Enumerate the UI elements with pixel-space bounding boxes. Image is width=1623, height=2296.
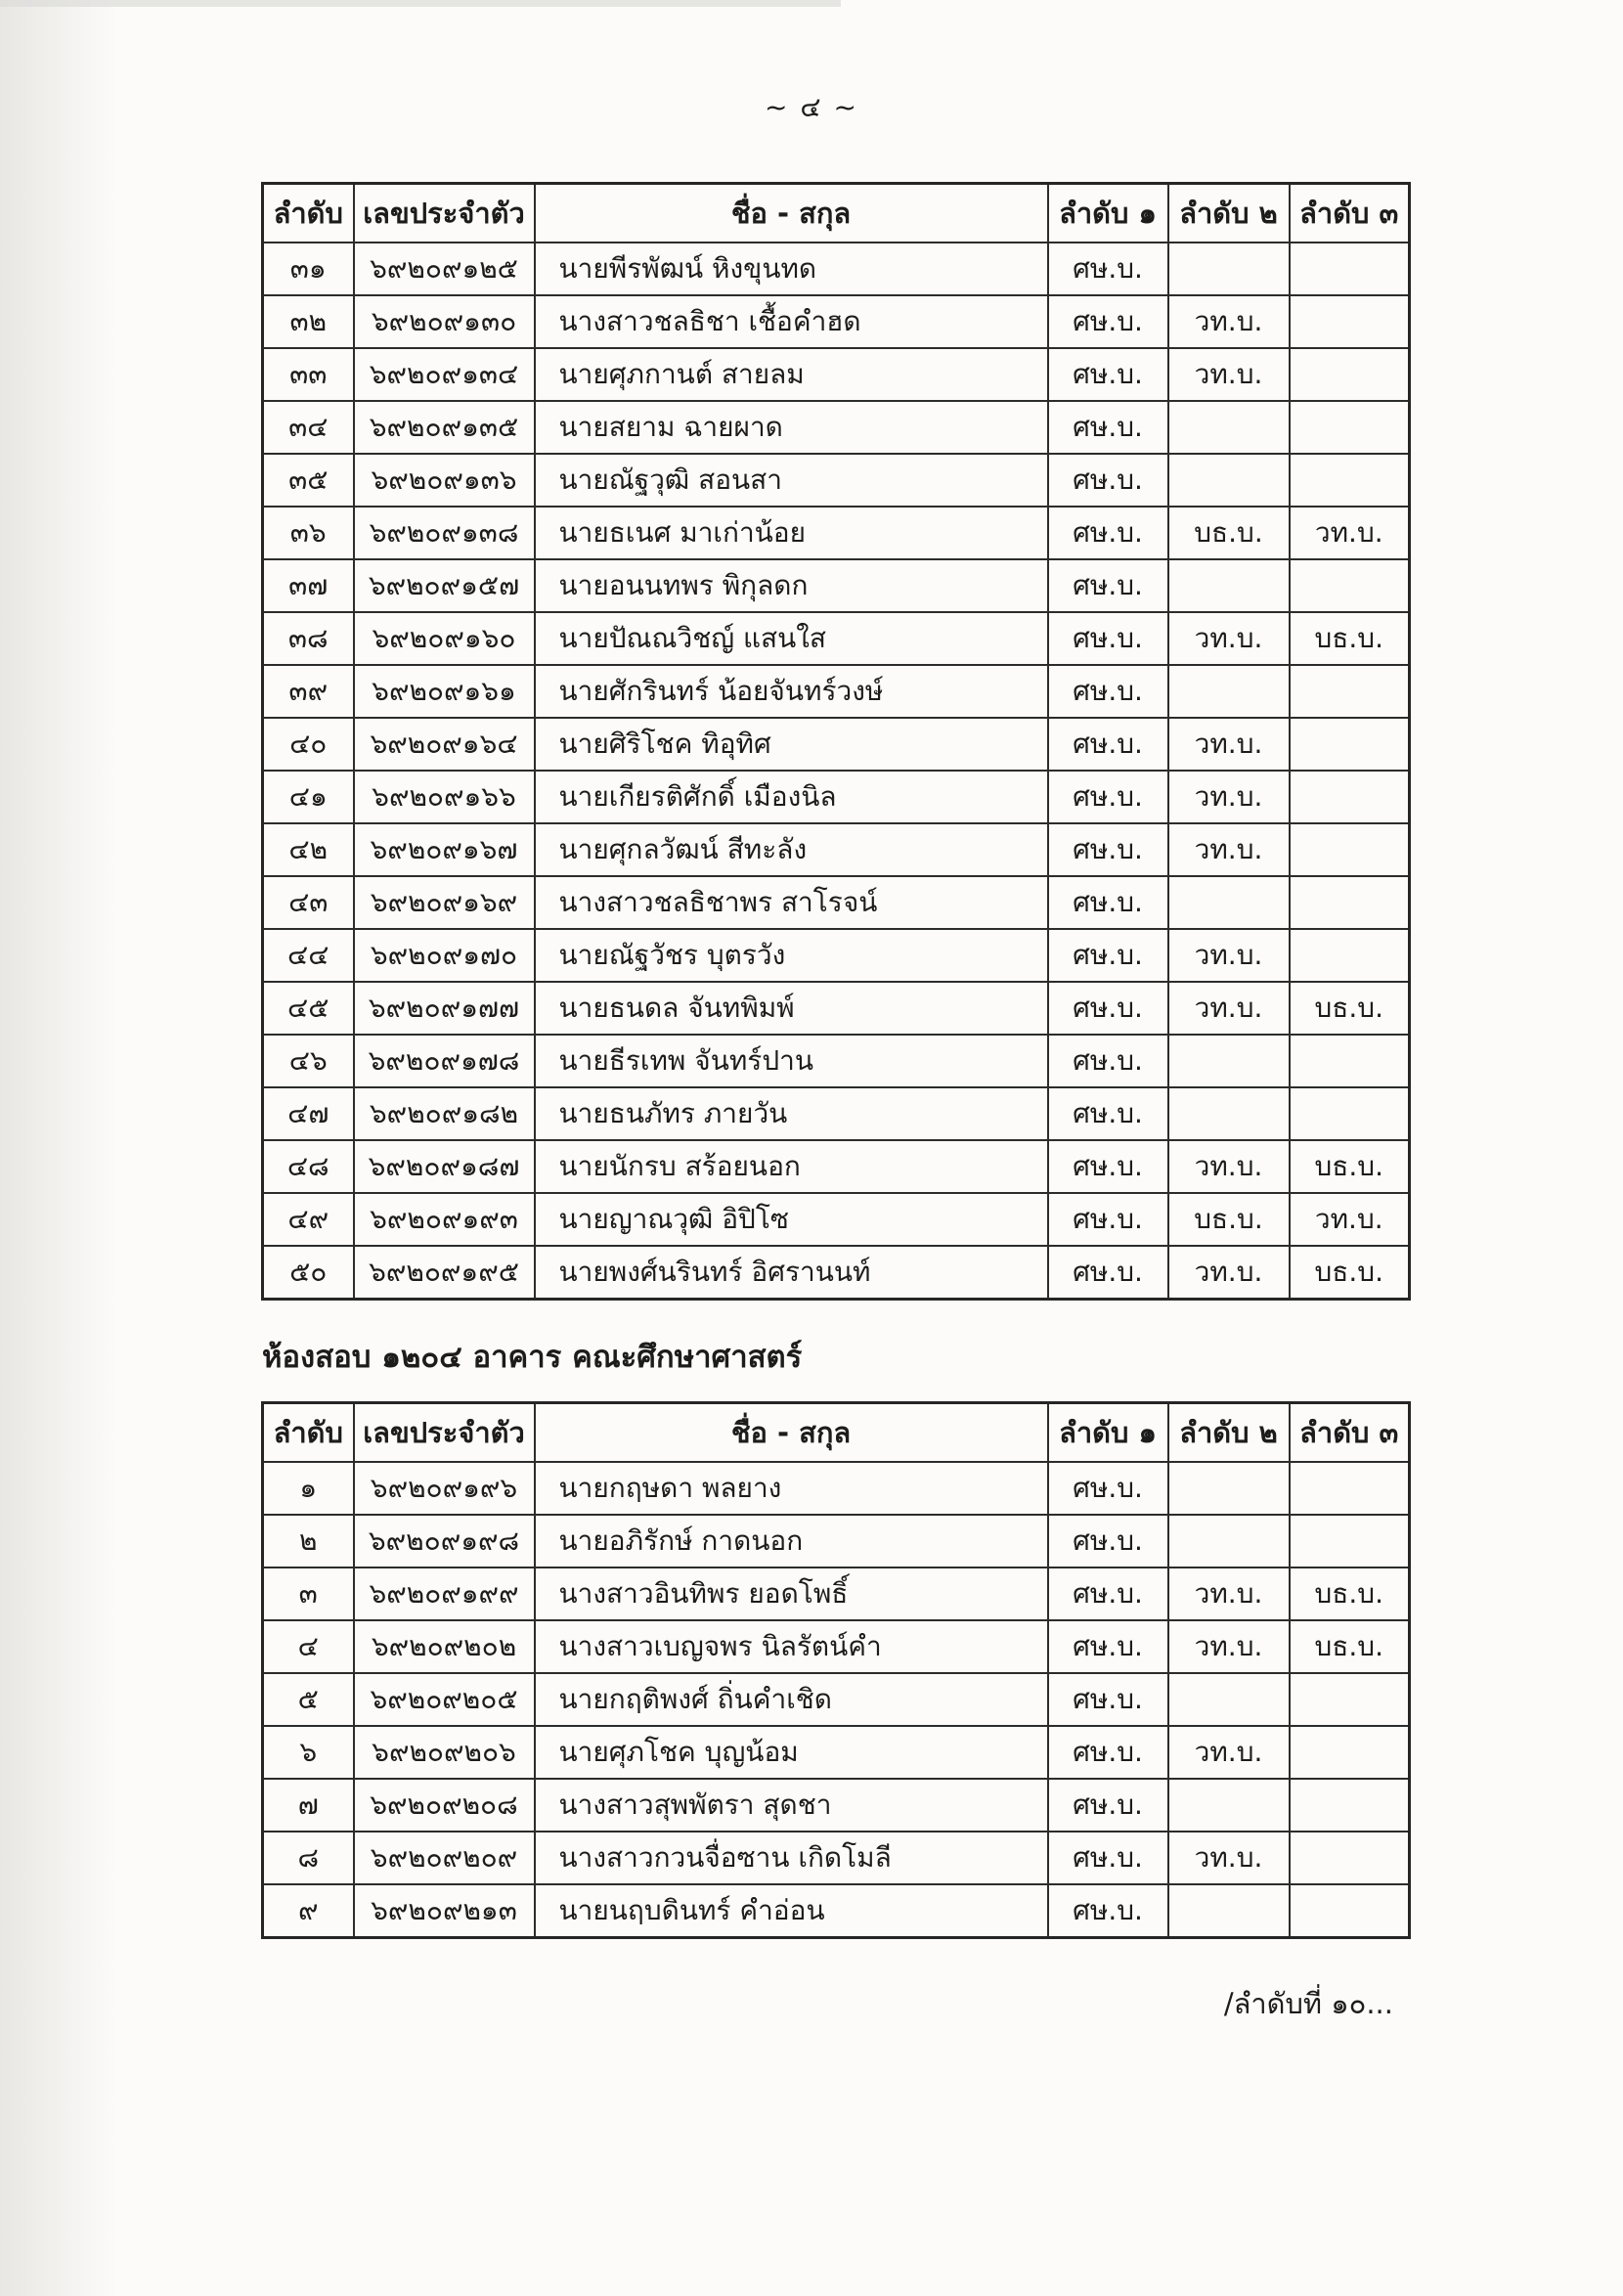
choice-3-cell	[1290, 718, 1410, 771]
choice-2-cell: วท.บ.	[1168, 771, 1290, 823]
choice-2-cell: วท.บ.	[1168, 823, 1290, 876]
table-row	[263, 929, 1410, 982]
name-cell: นายอภิรักษ์ กาดนอก	[535, 1515, 1048, 1567]
choice-3-cell	[1290, 823, 1410, 876]
choice-1-cell: ศษ.บ.	[1048, 771, 1168, 823]
name-cell: นายสยาม ฉายผาด	[535, 401, 1048, 454]
table-row	[263, 718, 1410, 771]
choice-3-cell: วท.บ.	[1290, 1193, 1410, 1246]
name-cell: นายปัณณวิชญ์ แสนใส	[535, 612, 1048, 665]
seq-cell: ๓๘	[263, 612, 354, 665]
choice-2-cell: วท.บ.	[1168, 982, 1290, 1035]
name-cell: นายพีรพัฒน์ หิงขุนทด	[535, 243, 1048, 295]
choice-3-cell	[1290, 454, 1410, 507]
choice-3-cell: บธ.บ.	[1290, 982, 1410, 1035]
seq-cell: ๓๔	[263, 401, 354, 454]
choice-1-cell: ศษ.บ.	[1048, 1087, 1168, 1140]
student-id-cell: ๖๙๒๐๙๒๐๖	[354, 1726, 535, 1779]
table-row	[263, 1140, 1410, 1193]
seq-cell: ๔๙	[263, 1193, 354, 1246]
student-id-cell: ๖๙๒๐๙๑๘๗	[354, 1140, 535, 1193]
choice-2-cell	[1168, 1035, 1290, 1087]
student-id-cell: ๖๙๒๐๙๑๖๐	[354, 612, 535, 665]
choice-2-cell	[1168, 243, 1290, 295]
choice-2-cell	[1168, 1673, 1290, 1726]
seq-cell: ๓๙	[263, 665, 354, 718]
scan-artifact-left	[0, 0, 137, 2296]
seq-cell: ๓๕	[263, 454, 354, 507]
name-cell: นางสาวอินทิพร ยอดโพธิ์	[535, 1567, 1048, 1620]
seq-cell: ๔๑	[263, 771, 354, 823]
choice-1-cell: ศษ.บ.	[1048, 243, 1168, 295]
student-id-cell: ๖๙๒๐๙๑๖๖	[354, 771, 535, 823]
choice-1-cell: ศษ.บ.	[1048, 1035, 1168, 1087]
column-header: ลำดับ	[263, 1403, 354, 1463]
header-row	[263, 184, 1410, 243]
column-header: ลำดับ	[263, 184, 354, 243]
student-id-cell: ๖๙๒๐๙๑๙๖	[354, 1462, 535, 1515]
student-id-cell: ๖๙๒๐๙๑๗๐	[354, 929, 535, 982]
choice-2-cell	[1168, 559, 1290, 612]
seq-cell: ๔๕	[263, 982, 354, 1035]
seq-cell: ๘	[263, 1832, 354, 1884]
seq-cell: ๔๐	[263, 718, 354, 771]
choice-1-cell: ศษ.บ.	[1048, 718, 1168, 771]
choice-1-cell: ศษ.บ.	[1048, 1462, 1168, 1515]
table-row	[263, 243, 1410, 295]
choice-1-cell: ศษ.บ.	[1048, 401, 1168, 454]
continuation-note: /ลำดับที่ ๑๐...	[1223, 1987, 1393, 2020]
table-row	[263, 295, 1410, 348]
choice-2-cell: วท.บ.	[1168, 612, 1290, 665]
name-cell: นายญาณวุฒิ อิปิโซ	[535, 1193, 1048, 1246]
scan-artifact-top	[0, 0, 841, 7]
choice-1-cell: ศษ.บ.	[1048, 507, 1168, 559]
choice-1-cell: ศษ.บ.	[1048, 559, 1168, 612]
choice-1-cell: ศษ.บ.	[1048, 1567, 1168, 1620]
choice-2-cell	[1168, 665, 1290, 718]
column-header: ลำดับ ๑	[1048, 184, 1168, 243]
choice-3-cell	[1290, 1087, 1410, 1140]
choice-1-cell: ศษ.บ.	[1048, 1726, 1168, 1779]
student-id-cell: ๖๙๒๐๙๑๗๘	[354, 1035, 535, 1087]
choice-3-cell	[1290, 1779, 1410, 1832]
name-cell: นายศักรินทร์ น้อยจันทร์วงษ์	[535, 665, 1048, 718]
student-id-cell: ๖๙๒๐๙๑๒๕	[354, 243, 535, 295]
name-cell: นายเกียรติศักดิ์ เมืองนิล	[535, 771, 1048, 823]
seq-cell: ๓๑	[263, 243, 354, 295]
choice-3-cell: บธ.บ.	[1290, 612, 1410, 665]
choice-1-cell: ศษ.บ.	[1048, 929, 1168, 982]
seq-cell: ๓	[263, 1567, 354, 1620]
table-row	[263, 612, 1410, 665]
column-header: เลขประจำตัว	[354, 184, 535, 243]
table-row	[263, 771, 1410, 823]
choice-3-cell	[1290, 1673, 1410, 1726]
table-row	[263, 1779, 1410, 1832]
choice-3-cell: บธ.บ.	[1290, 1140, 1410, 1193]
choice-2-cell: วท.บ.	[1168, 1246, 1290, 1300]
table-row	[263, 1462, 1410, 1515]
name-cell: นายธนดล จันทพิมพ์	[535, 982, 1048, 1035]
name-cell: นายศุภโชค บุญน้อม	[535, 1726, 1048, 1779]
table-row	[263, 876, 1410, 929]
column-header: ลำดับ ๒	[1168, 184, 1290, 243]
choice-1-cell: ศษ.บ.	[1048, 612, 1168, 665]
student-id-cell: ๖๙๒๐๙๑๓๘	[354, 507, 535, 559]
seq-cell: ๔๖	[263, 1035, 354, 1087]
name-cell: นางสาวกวนจื่อซาน เกิดโมลี	[535, 1832, 1048, 1884]
student-id-cell: ๖๙๒๐๙๑๓๔	[354, 348, 535, 401]
column-header: ลำดับ ๑	[1048, 1403, 1168, 1463]
student-id-cell: ๖๙๒๐๙๑๙๙	[354, 1567, 535, 1620]
choice-3-cell	[1290, 348, 1410, 401]
choice-1-cell: ศษ.บ.	[1048, 454, 1168, 507]
choice-1-cell: ศษ.บ.	[1048, 876, 1168, 929]
column-header: ชื่อ - สกุล	[535, 1403, 1048, 1463]
candidate-table-section-2	[261, 1401, 1411, 1939]
table-row	[263, 559, 1410, 612]
choice-2-cell: วท.บ.	[1168, 718, 1290, 771]
choice-2-cell	[1168, 1087, 1290, 1140]
name-cell: นายนฤบดินทร์ คำอ่อน	[535, 1884, 1048, 1938]
choice-3-cell	[1290, 401, 1410, 454]
choice-2-cell	[1168, 401, 1290, 454]
table-row	[263, 1567, 1410, 1620]
choice-2-cell: วท.บ.	[1168, 295, 1290, 348]
choice-2-cell	[1168, 1462, 1290, 1515]
choice-3-cell	[1290, 1726, 1410, 1779]
seq-cell: ๓๓	[263, 348, 354, 401]
table-row	[263, 1884, 1410, 1938]
student-id-cell: ๖๙๒๐๙๑๘๒	[354, 1087, 535, 1140]
exam-room-heading: ห้องสอบ ๑๒๐๔ อาคาร คณะศึกษาศาสตร์	[262, 1340, 803, 1375]
name-cell: นายธนภัทร ภายวัน	[535, 1087, 1048, 1140]
seq-cell: ๕	[263, 1673, 354, 1726]
name-cell: นายณัฐวัชร บุตรวัง	[535, 929, 1048, 982]
choice-3-cell	[1290, 559, 1410, 612]
student-id-cell: ๖๙๒๐๙๑๖๑	[354, 665, 535, 718]
choice-1-cell: ศษ.บ.	[1048, 1193, 1168, 1246]
student-id-cell: ๖๙๒๐๙๒๐๘	[354, 1779, 535, 1832]
choice-1-cell: ศษ.บ.	[1048, 1246, 1168, 1300]
candidate-table-section-1	[261, 182, 1411, 1301]
name-cell: นายศุกลวัฒน์ สีทะลัง	[535, 823, 1048, 876]
choice-1-cell: ศษ.บ.	[1048, 1884, 1168, 1938]
seq-cell: ๗	[263, 1779, 354, 1832]
name-cell: นายกฤษดา พลยาง	[535, 1462, 1048, 1515]
header-row	[263, 1403, 1410, 1463]
name-cell: นางสาวชลธิชา เชื้อคำฮด	[535, 295, 1048, 348]
table-row	[263, 982, 1410, 1035]
name-cell: นางสาวเบญจพร นิลรัตน์คำ	[535, 1620, 1048, 1673]
choice-1-cell: ศษ.บ.	[1048, 348, 1168, 401]
seq-cell: ๓๖	[263, 507, 354, 559]
seq-cell: ๑	[263, 1462, 354, 1515]
choice-2-cell: วท.บ.	[1168, 1726, 1290, 1779]
choice-3-cell	[1290, 1884, 1410, 1938]
table-row	[263, 1832, 1410, 1884]
column-header: ชื่อ - สกุล	[535, 184, 1048, 243]
column-header: ลำดับ ๓	[1290, 1403, 1410, 1463]
seq-cell: ๔๓	[263, 876, 354, 929]
seq-cell: ๓๒	[263, 295, 354, 348]
student-id-cell: ๖๙๒๐๙๒๐๕	[354, 1673, 535, 1726]
student-id-cell: ๖๙๒๐๙๑๙๕	[354, 1246, 535, 1300]
student-id-cell: ๖๙๒๐๙๑๖๔	[354, 718, 535, 771]
candidate-table-2	[261, 1401, 1411, 1939]
choice-1-cell: ศษ.บ.	[1048, 1832, 1168, 1884]
choice-2-cell	[1168, 876, 1290, 929]
choice-3-cell	[1290, 876, 1410, 929]
choice-1-cell: ศษ.บ.	[1048, 982, 1168, 1035]
choice-2-cell: วท.บ.	[1168, 1567, 1290, 1620]
name-cell: นางสาวสุพพัตรา สุดชา	[535, 1779, 1048, 1832]
student-id-cell: ๖๙๒๐๙๑๓๖	[354, 454, 535, 507]
choice-2-cell: บธ.บ.	[1168, 507, 1290, 559]
seq-cell: ๓๗	[263, 559, 354, 612]
seq-cell: ๔๔	[263, 929, 354, 982]
choice-3-cell	[1290, 295, 1410, 348]
table-row	[263, 507, 1410, 559]
choice-3-cell	[1290, 665, 1410, 718]
choice-1-cell: ศษ.บ.	[1048, 295, 1168, 348]
choice-1-cell: ศษ.บ.	[1048, 1515, 1168, 1567]
table-row	[263, 1035, 1410, 1087]
page-number: ~ ๔ ~	[765, 91, 858, 123]
student-id-cell: ๖๙๒๐๙๒๐๒	[354, 1620, 535, 1673]
table-row	[263, 1246, 1410, 1300]
choice-2-cell: วท.บ.	[1168, 929, 1290, 982]
student-id-cell: ๖๙๒๐๙๑๙๓	[354, 1193, 535, 1246]
student-id-cell: ๖๙๒๐๙๑๓๐	[354, 295, 535, 348]
seq-cell: ๙	[263, 1884, 354, 1938]
name-cell: นายธเนศ มาเก่าน้อย	[535, 507, 1048, 559]
seq-cell: ๕๐	[263, 1246, 354, 1300]
choice-2-cell: วท.บ.	[1168, 1832, 1290, 1884]
choice-1-cell: ศษ.บ.	[1048, 1779, 1168, 1832]
choice-3-cell	[1290, 1035, 1410, 1087]
name-cell: นายณัฐวุฒิ สอนสา	[535, 454, 1048, 507]
seq-cell: ๖	[263, 1726, 354, 1779]
table-row	[263, 1087, 1410, 1140]
choice-1-cell: ศษ.บ.	[1048, 823, 1168, 876]
table-row	[263, 1193, 1410, 1246]
choice-1-cell: ศษ.บ.	[1048, 665, 1168, 718]
seq-cell: ๔๒	[263, 823, 354, 876]
choice-3-cell: บธ.บ.	[1290, 1620, 1410, 1673]
table-row	[263, 1620, 1410, 1673]
choice-2-cell: วท.บ.	[1168, 348, 1290, 401]
table-row	[263, 348, 1410, 401]
choice-3-cell	[1290, 1832, 1410, 1884]
choice-2-cell	[1168, 1884, 1290, 1938]
table-row	[263, 1673, 1410, 1726]
student-id-cell: ๖๙๒๐๙๑๙๘	[354, 1515, 535, 1567]
seq-cell: ๒	[263, 1515, 354, 1567]
choice-3-cell	[1290, 243, 1410, 295]
choice-2-cell: วท.บ.	[1168, 1140, 1290, 1193]
seq-cell: ๔๗	[263, 1087, 354, 1140]
student-id-cell: ๖๙๒๐๙๒๑๓	[354, 1884, 535, 1938]
choice-1-cell: ศษ.บ.	[1048, 1140, 1168, 1193]
choice-2-cell	[1168, 454, 1290, 507]
column-header: ลำดับ ๓	[1290, 184, 1410, 243]
student-id-cell: ๖๙๒๐๙๑๗๗	[354, 982, 535, 1035]
name-cell: นายกฤติพงศ์ ถิ่นคำเชิด	[535, 1673, 1048, 1726]
choice-2-cell	[1168, 1779, 1290, 1832]
choice-3-cell	[1290, 771, 1410, 823]
choice-1-cell: ศษ.บ.	[1048, 1673, 1168, 1726]
name-cell: นายศุภกานต์ สายลม	[535, 348, 1048, 401]
student-id-cell: ๖๙๒๐๙๑๖๙	[354, 876, 535, 929]
name-cell: นายนักรบ สร้อยนอก	[535, 1140, 1048, 1193]
choice-2-cell: วท.บ.	[1168, 1620, 1290, 1673]
seq-cell: ๔	[263, 1620, 354, 1673]
name-cell: นายอนนทพร พิกุลดก	[535, 559, 1048, 612]
table-row	[263, 1515, 1410, 1567]
choice-2-cell: บธ.บ.	[1168, 1193, 1290, 1246]
choice-3-cell: บธ.บ.	[1290, 1246, 1410, 1300]
column-header: ลำดับ ๒	[1168, 1403, 1290, 1463]
name-cell: นายพงศ์นรินทร์ อิศรานนท์	[535, 1246, 1048, 1300]
table-row	[263, 454, 1410, 507]
table-row	[263, 665, 1410, 718]
choice-1-cell: ศษ.บ.	[1048, 1620, 1168, 1673]
candidate-table-1	[261, 182, 1411, 1301]
name-cell: นายศิริโชค ทิอุทิศ	[535, 718, 1048, 771]
student-id-cell: ๖๙๒๐๙๑๓๕	[354, 401, 535, 454]
name-cell: นางสาวชลธิชาพร สาโรจน์	[535, 876, 1048, 929]
choice-3-cell: บธ.บ.	[1290, 1567, 1410, 1620]
choice-3-cell	[1290, 1515, 1410, 1567]
choice-2-cell	[1168, 1515, 1290, 1567]
choice-3-cell	[1290, 1462, 1410, 1515]
table-row	[263, 823, 1410, 876]
seq-cell: ๔๘	[263, 1140, 354, 1193]
name-cell: นายธีรเทพ จันทร์ปาน	[535, 1035, 1048, 1087]
student-id-cell: ๖๙๒๐๙๑๖๗	[354, 823, 535, 876]
choice-3-cell: วท.บ.	[1290, 507, 1410, 559]
table-row	[263, 401, 1410, 454]
table-row	[263, 1726, 1410, 1779]
column-header: เลขประจำตัว	[354, 1403, 535, 1463]
student-id-cell: ๖๙๒๐๙๑๕๗	[354, 559, 535, 612]
choice-3-cell	[1290, 929, 1410, 982]
student-id-cell: ๖๙๒๐๙๒๐๙	[354, 1832, 535, 1884]
